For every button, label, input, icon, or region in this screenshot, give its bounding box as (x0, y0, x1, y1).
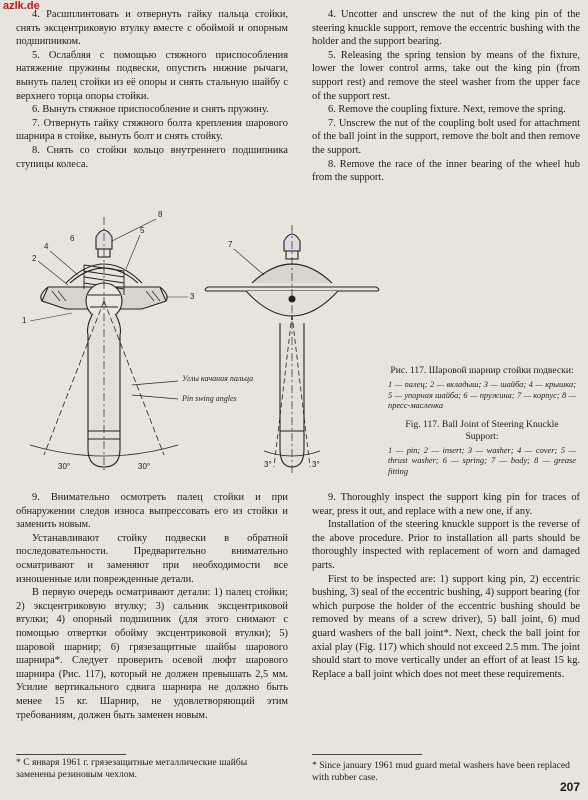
fig-angle-right: 30° (138, 462, 151, 471)
ru-text-bottom (16, 491, 288, 722)
figure-captions (388, 365, 576, 484)
fig-label-6: 6 (70, 234, 75, 243)
footnote-rule-right (312, 754, 422, 755)
caption-ru-title: Рис. 117. Шаровой шарнир стойки подвески: (390, 365, 574, 376)
fig-angle-small-right: 3° (312, 460, 320, 469)
fig-label-3: 3 (190, 292, 195, 301)
fig-label-angles-en: Pin swing angles (182, 394, 237, 403)
ru-step-7: 7. Отвернуть гайку стяжного болта крепления шарового шарнира в стойке, вынуть болт и снять стойку. (16, 117, 288, 143)
caption-en-title: Fig. 117. Ball Joint of Steering Knuckle Support: (405, 418, 559, 442)
fig-angle-left: 30° (58, 462, 71, 471)
page-number: 207 (559, 780, 580, 794)
en-step-8: 8. Remove the race of the inner bearing of the wheel hub from the support. (312, 158, 580, 184)
en-step-9: 9. Thoroughly inspect the support king pin for traces of wear, press it out, and replace with a new one, if any. (312, 492, 580, 517)
en-step-5: 5. Releasing the spring tension by means of the fixture, lower the lower control arms, take out the king pin (from support rest) and remove the steel washer from the upper face of the support rest. (312, 49, 580, 102)
ru-step-8: 8. Снять со стойки кольцо внутреннего подшипника ступицы колеса. (16, 144, 288, 170)
fig-label-7: 7 (228, 240, 233, 249)
en-inspect-para: First to be inspected are: 1) support king pin, 2) eccentric bushing, 3) seal of the eccentric bushing, 4) support bearing (for which purpose the holder of the eccentric bushing should be removed by means of a screw driver), 5) ball joint, 6) mud guard washers of the ball joint*. Next, check the ball joint for axial play (Fig. 117) which should not exceed 2.5 mm. The joint should start to move vertically under an effort of at least 15 kg. Replace a ball joint which does not meet these requirements. (312, 573, 580, 680)
watermark: azlk.de (3, 0, 40, 12)
ru-step-6: 6. Вынуть стяжное приспособление и снять пружину. (32, 104, 269, 116)
footnote-ru: * С января 1961 г. грязезащитные металлические шайбы заменены резиновым чехлом. (16, 757, 248, 780)
fig-label-5: 5 (140, 226, 145, 235)
ball-joint-figure (8, 205, 388, 475)
en-step-4: 4. Uncotter and unscrew the nut of the king pin of the steering knuckle support, remove the eccentric bushing with the holder and the support bearing. (312, 9, 580, 48)
ru-inspect-para: В первую очередь осматривают детали: 1) палец стойки; 2) эксцентриковую втулку; 3) сальник эксцентриковой втулки; 4) опорный подшипник (для этого снимают с помощью отвертки обойму эксцентриковой втулки); 5) шаровой шарнир; 6) грязезащитные шайбы шарового шарнира*. Следует проверить осевой люфт шарового шарнира (Рис. 117), который не должен превышать 2,5 мм. Усилие вертикального сдвига шарнира не должно быть менее 15 кг. Шарнир, не удовлетворяющий этим требованиям, должен быть заменен новым. (16, 587, 288, 721)
fig-label-angles-ru: Углы качания пальца (182, 374, 254, 383)
en-install-para: Installation of the steering knuckle support is the reverse of the above procedure. Prior to installation all parts should be thoroughly inspected with replacement of worn and damaged parts. (312, 519, 580, 571)
en-text-bottom (312, 491, 580, 681)
ru-step-5: 5. Ослабляя с помощью стяжного приспособления натяжение пружины подвески, опустить нижние рычаги, вынуть палец стойки из её опоры и снять стальную шайбу с верхнего торца опоры стойки. (16, 49, 288, 102)
footnote-en: * Since january 1961 mud guard metal washers have been replaced with rubber case. (312, 760, 570, 783)
fig-angle-small-left: 3° (264, 460, 272, 469)
ru-install-para: Устанавливают стойку подвески в обратной последовательности. Предварительно внимательно осматривают и заменяют при необходимости все изношенные или поврежденные детали. (16, 532, 288, 585)
ru-text-top (16, 8, 288, 171)
en-text-top (312, 8, 580, 185)
footnote-rule-left (16, 754, 126, 755)
en-step-6: 6. Remove the coupling fixture. Next, remove the spring. (328, 104, 566, 116)
fig-label-4: 4 (44, 242, 49, 251)
ru-step-9: 9. Внимательно осмотреть палец стойки и при обнаружении следов износа выпрессовать его из стойки и заменить новым. (16, 492, 288, 531)
caption-en-legend: 1 — pin; 2 — insert; 3 — washer; 4 — cover; 5 — thrust washer; 6 — spring; 7 — body; 8 — grease fitting (388, 445, 576, 476)
fig-label-8: 8 (158, 210, 163, 219)
fig-label-2: 2 (32, 254, 37, 263)
ru-step-4: 4. Расшплинтовать и отвернуть гайку пальца стойки, снять эксцентриковую втулку вместе с обоймой и опорным подшипником. (16, 9, 288, 48)
en-step-7: 7. Unscrew the nut of the coupling bolt used for attachment of the ball joint in the support, remove the bolt and then remove the support. (312, 117, 580, 156)
caption-ru-legend: 1 — палец; 2 — вкладыш; 3 — шайба; 4 — крышка; 5 — упорная шайба; 6 — пружина; 7 — корпус; 8 — пресс-масленка (388, 380, 576, 410)
fig-label-1: 1 (22, 316, 27, 325)
